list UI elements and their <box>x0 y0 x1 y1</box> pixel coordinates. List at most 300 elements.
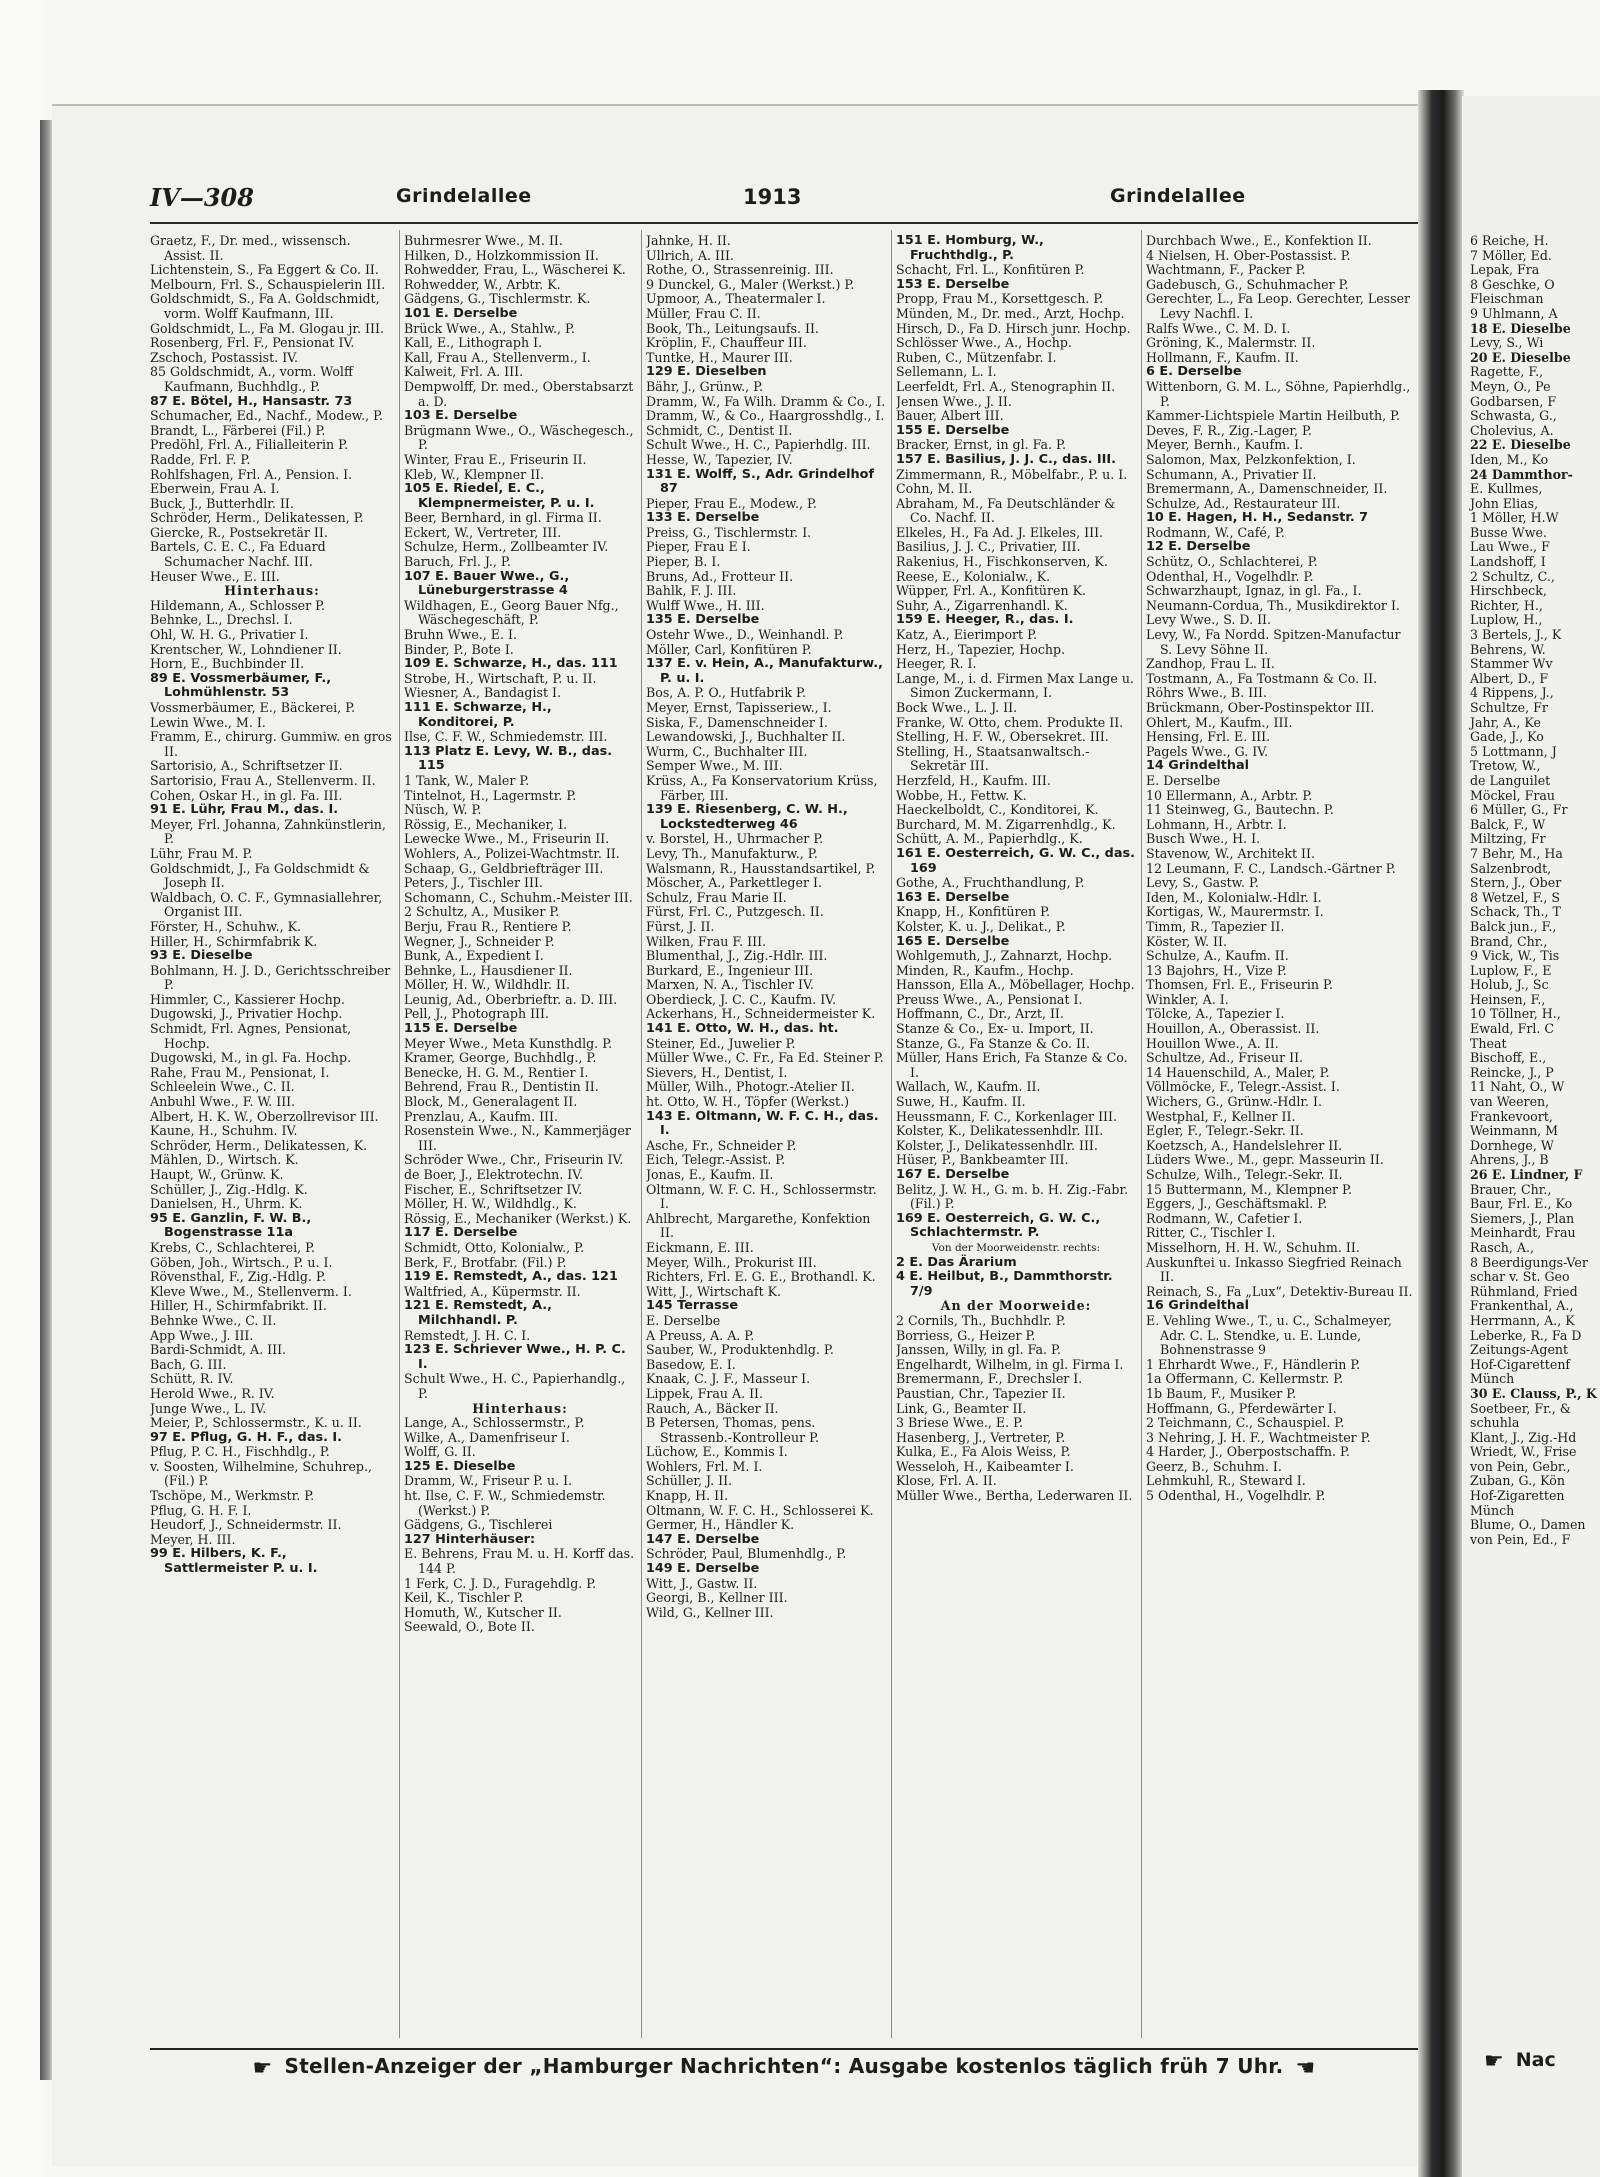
directory-entry: Schmidt, C., Dentist II. <box>646 422 793 438</box>
directory-entry: 121 E. Remstedt, A., Milchhandl. P. <box>404 1298 552 1328</box>
directory-entry-fragment: Münch <box>1470 1502 1515 1518</box>
directory-entry: Keil, K., Tischler P. <box>404 1590 524 1606</box>
directory-entry: Giercke, R., Postsekretär II. <box>150 524 328 540</box>
directory-entry: 1 Ferk, C. J. D., Furagehdlg. P. <box>404 1575 597 1591</box>
directory-entry: Rohwedder, W., Arbtr. K. <box>404 276 561 292</box>
directory-entry: E. Derselbe <box>1146 772 1221 788</box>
directory-entry: 161 E. Oesterreich, G. W. C., das. 169 <box>896 845 1135 876</box>
directory-entry: Ohl, W. H. G., Privatier I. <box>150 627 309 643</box>
directory-entry: 101 E. Derselbe <box>404 305 518 321</box>
directory-entry: Schacht, Frl. L., Konfitüren P. <box>896 262 1085 278</box>
directory-entry-fragment: Reincke, J., P <box>1470 1064 1554 1080</box>
directory-entry-fragment: Holub, J., Sc <box>1470 977 1549 993</box>
directory-entry: Rodmann, W., Cafetier I. <box>1146 1210 1303 1226</box>
directory-entry: Gadebusch, G., Schuhmacher P. <box>1146 276 1349 292</box>
directory-entry-fragment: Luplow, H., <box>1470 612 1543 628</box>
directory-entry: 14 Grindelthal <box>1146 758 1250 774</box>
directory-entry: Hirsch, D., Fa D. Hirsch junr. Hochp. <box>896 320 1131 336</box>
directory-entry-fragment: Rasch, A., <box>1470 1239 1535 1255</box>
directory-entry: Rövensthal, F., Zig.-Hdlg. P. <box>150 1269 326 1285</box>
directory-column-3 <box>646 234 886 2039</box>
directory-entry: Minden, R., Kaufm., Hochp. <box>896 962 1074 978</box>
adjacent-page-fragment <box>1462 96 1600 2177</box>
directory-entry: Asche, Fr., Schneider P. <box>646 1137 797 1153</box>
directory-entry: Beer, Bernhard, in gl. Firma II. <box>404 510 602 526</box>
directory-entry: Cohen, Oskar H., in gl. Fa. III. <box>150 787 343 803</box>
directory-entry: Suhr, A., Zigarrenhandl. K. <box>896 597 1068 613</box>
column-divider <box>1141 230 1142 2038</box>
directory-entry: Sauber, W., Produktenhdlg. P. <box>646 1342 834 1358</box>
directory-entry: Gothe, A., Fruchthandlung, P. <box>896 875 1085 891</box>
directory-entry-fragment: Balck jun., F., <box>1470 918 1557 934</box>
directory-entry-fragment: Heinsen, F., <box>1470 991 1546 1007</box>
directory-entry: Wolff, G. II. <box>404 1444 476 1460</box>
directory-entry: Hinterhaus: <box>224 583 320 599</box>
directory-entry: Stavenow, W., Architekt II. <box>1146 845 1315 861</box>
directory-entry: Levy, Th., Manufakturw., P. <box>646 845 818 861</box>
directory-column-5 <box>1146 234 1416 2039</box>
directory-entry: Odenthal, H., Vogelhdlr. P. <box>1146 568 1314 584</box>
directory-entry: Ullrich, A. III. <box>646 247 734 263</box>
directory-entry: Strobe, H., Wirtschaft, P. u. II. <box>404 670 597 686</box>
directory-entry: Sartorisio, Frau A., Stellenverm. II. <box>150 772 376 788</box>
directory-entry-fragment: 18 E. Dieselbe <box>1470 320 1571 336</box>
directory-entry: Meyer Wwe., Meta Kunsthdlg. P. <box>404 1035 613 1051</box>
directory-entry-fragment: Bischoff, E., <box>1470 1050 1547 1066</box>
directory-entry: Siska, F., Damenschneider I. <box>646 714 828 730</box>
directory-entry-fragment: Herrmann, A., K <box>1470 1312 1575 1328</box>
directory-entry: Wesseloh, H., Kaibeamter I. <box>896 1458 1074 1474</box>
directory-entry: Hoffmann, G., Pferdewärter I. <box>1146 1400 1337 1416</box>
directory-entry: Zschoch, Postassist. IV. <box>150 349 299 365</box>
directory-entry: Melbourn, Frl. S., Schauspielerin III. <box>150 276 386 292</box>
directory-entry: Wüpper, Frl. A., Konfitüren K. <box>896 583 1086 599</box>
directory-entry: Paustian, Chr., Tapezier II. <box>896 1385 1066 1401</box>
directory-entry-fragment: Hirschbeck, <box>1470 583 1547 599</box>
directory-entry-fragment: Ahrens, J., B <box>1470 1152 1549 1168</box>
directory-entry-fragment: Balck, F., W <box>1470 816 1546 832</box>
directory-entry: Rohwedder, Frau, L., Wäscherei K. <box>404 262 626 278</box>
directory-entry-fragment: 6 Müller, G., Fr <box>1470 802 1568 818</box>
directory-entry: Jahnke, H. II. <box>646 234 731 248</box>
directory-entry: Müller, Hans Erich, Fa Stanze & Co. I. <box>896 1050 1128 1080</box>
directory-entry: Herz, H., Tapezier, Hochp. <box>896 641 1066 657</box>
directory-entry: Anbuhl Wwe., F. W. III. <box>150 1094 296 1110</box>
directory-entry: Lichtenstein, S., Fa Eggert & Co. II. <box>150 262 379 278</box>
directory-entry-fragment: Albert, D., F <box>1470 670 1549 686</box>
directory-entry-fragment: Frankenthal, A., <box>1470 1298 1574 1314</box>
directory-entry: Schulze, Herm., Zollbeamter IV. <box>404 539 609 555</box>
directory-entry: Schütt, R. IV. <box>150 1371 234 1387</box>
directory-entry-fragment: Brand, Chr., <box>1470 933 1548 949</box>
directory-entry-fragment: Luplow, F., E <box>1470 962 1552 978</box>
directory-entry: Ostehr Wwe., D., Weinhandl. P. <box>646 627 844 643</box>
directory-entry: Walsmann, R., Hausstandsartikel, P. <box>646 860 876 876</box>
directory-entry: Meier, P., Schlossermstr., K. u. II. <box>150 1415 362 1431</box>
directory-entry: Burkard, E., Ingenieur III. <box>646 962 814 978</box>
directory-entry: Knaak, C. J. F., Masseur I. <box>646 1371 811 1387</box>
directory-entry: Kaune, H., Schuhm. IV. <box>150 1123 298 1139</box>
directory-entry: E. Behrens, Frau M. u. H. Korff das. 144 P. <box>404 1546 635 1577</box>
directory-entry: Levy, W., Fa Nordd. Spitzen-Manufactur S. Levy Söhne II. <box>1146 627 1401 657</box>
directory-entry: 119 E. Remstedt, A., das. 121 <box>404 1269 618 1285</box>
directory-entry: ht. Otto, W. H., Töpfer (Werkst.) <box>646 1094 850 1110</box>
directory-entry: Geerz, B., Schuhm. I. <box>1146 1458 1282 1474</box>
directory-entry: Horn, E., Buchbinder II. <box>150 656 305 672</box>
directory-entry: Danielsen, H., Uhrm. K. <box>150 1196 303 1212</box>
directory-entry: Gerechter, L., Fa Leop. Gerechter, Lesser Levy Nachfl. I. <box>1146 291 1411 321</box>
directory-entry: Dugowski, J., Privatier Hochp. <box>150 1006 343 1022</box>
column-divider <box>641 230 642 2038</box>
directory-entry: 95 E. Ganzlin, F. W. B., Bogenstrasse 11a <box>150 1210 312 1241</box>
directory-entry: Herold Wwe., R. IV. <box>150 1385 275 1401</box>
directory-entry: 99 E. Hilbers, K. F., Sattlermeister P. u. I. <box>150 1546 318 1577</box>
directory-entry: Berk, F., Brotfabr. (Fil.) P. <box>404 1254 567 1270</box>
directory-entry: 9 Dunckel, G., Maler (Werkst.) P. <box>646 276 855 292</box>
directory-entry: Berju, Frau R., Rentiere P. <box>404 918 572 934</box>
directory-entry: Knapp, H., Konfitüren P. <box>896 904 1050 920</box>
directory-entry: Semper Wwe., M. III. <box>646 758 783 774</box>
directory-entry: Fischer, E., Schriftsetzer IV. <box>404 1181 583 1197</box>
directory-entry: Meyer, Bernh., Kaufm. I. <box>1146 437 1304 453</box>
book-gutter <box>1418 90 1464 2177</box>
directory-entry: Schumacher, Ed., Nachf., Modew., P. <box>150 408 383 424</box>
directory-entry: Basedow, E. I. <box>646 1356 736 1372</box>
directory-entry: Bock Wwe., L. J. II. <box>896 700 1018 715</box>
directory-entry: Schulze, Wilh., Telegr.-Sekr. II. <box>1146 1167 1343 1182</box>
directory-entry-fragment: Theat <box>1470 1035 1507 1051</box>
directory-entry: Wilken, Frau F. III. <box>646 933 767 949</box>
directory-entry-fragment: Stern, J., Ober <box>1470 875 1562 891</box>
directory-entry: Witt, J., Gastw. II. <box>646 1575 758 1591</box>
directory-entry-fragment: de Languilet <box>1470 772 1551 788</box>
directory-entry: 93 E. Dieselbe <box>150 948 253 964</box>
directory-entry: Houillon, A., Oberassist. II. <box>1146 1021 1320 1037</box>
directory-entry: Winkler, A. I. <box>1146 991 1229 1007</box>
directory-entry: Wulff Wwe., H. III. <box>646 597 765 613</box>
directory-entry: Lüders Wwe., M., gepr. Masseurin II. <box>1146 1152 1384 1168</box>
directory-entry-fragment: Münch <box>1470 1371 1515 1387</box>
directory-entry: Lohmann, H., Arbtr. I. <box>1146 816 1287 832</box>
directory-entry: Dugowski, M., in gl. Fa. Hochp. <box>150 1050 352 1066</box>
directory-entry-fragment: 24 Dammthor- <box>1470 466 1573 482</box>
directory-entry: Binder, P., Bote I. <box>404 641 514 657</box>
directory-entry: Kröplin, F., Chauffeur III. <box>646 335 807 351</box>
directory-entry: Winter, Frau E., Friseurin II. <box>404 451 587 467</box>
directory-entry-fragment: Schultze, Fr <box>1470 700 1548 715</box>
directory-entry: Bremermann, F., Drechsler I. <box>896 1371 1083 1387</box>
directory-entry: Schulze, Ad., Restaurateur III. <box>1146 495 1341 511</box>
directory-entry-fragment: 8 Geschke, O <box>1470 276 1555 292</box>
pointing-hand-icon: ☛ <box>252 2056 273 2081</box>
directory-entry-fragment: Richter, H., <box>1470 597 1543 613</box>
directory-entry: Förster, H., Schuhw., K. <box>150 918 301 934</box>
directory-entry: An der Moorweide: <box>940 1298 1092 1314</box>
directory-entry: Haupt, W., Grünw. K. <box>150 1167 284 1182</box>
directory-entry: Hiller, H., Schirmfabrik K. <box>150 933 318 949</box>
directory-entry: 10 Ellermann, A., Arbtr. P. <box>1146 787 1313 803</box>
directory-entry: Hüser, P., Bankbeamter III. <box>896 1152 1069 1168</box>
directory-entry: Jensen Wwe., J. II. <box>896 393 1012 409</box>
directory-entry: Ruben, C., Mützenfabr. I. <box>896 349 1057 365</box>
directory-entry: Kortigas, W., Maurermstr. I. <box>1146 904 1324 920</box>
directory-entry: 141 E. Otto, W. H., das. ht. <box>646 1021 839 1037</box>
directory-entry: v. Borstel, H., Uhrmacher P. <box>646 831 824 847</box>
directory-entry-fragment: Miltzing, Fr <box>1470 831 1546 847</box>
directory-entry: Rodmann, W., Café, P. <box>1146 524 1285 540</box>
directory-entry: Heeger, R. I. <box>896 656 977 672</box>
directory-entry: ht. Ilse, C. F. W., Schmiedemstr. (Werkst.) P. <box>404 1488 606 1518</box>
directory-entry: 113 Platz E. Levy, W. B., das. 115 <box>404 743 613 774</box>
adjacent-footer-text: Nac <box>1515 2049 1556 2071</box>
directory-entry-fragment: E. Kullmes, <box>1470 481 1543 497</box>
directory-entry: Schüller, J. II. <box>646 1473 733 1489</box>
directory-entry: Müller, Wilh., Photogr.-Atelier II. <box>646 1079 855 1095</box>
directory-entry: Schult Wwe., H. C., Papierhdlg. III. <box>646 437 871 453</box>
directory-entry: Baruch, Frl. J., P. <box>404 554 511 570</box>
directory-entry: Germer, H., Händler K. <box>646 1517 795 1533</box>
directory-entry: 3 Nehring, J. H. F., Wachtmeister P. <box>1146 1429 1371 1445</box>
street-heading-left: Grindelallee <box>396 185 532 207</box>
directory-entry: Lüchow, E., Kommis I. <box>646 1444 788 1460</box>
directory-entry: Göben, Joh., Wirtsch., P. u. I. <box>150 1254 333 1270</box>
directory-entry: Dramm, W., Friseur P. u. I. <box>404 1473 573 1489</box>
directory-entry: 137 E. v. Hein, A., Manufakturw., P. u. I. <box>646 656 883 686</box>
directory-column-2 <box>404 234 636 2039</box>
directory-entry: Upmoor, A., Theatermaler I. <box>646 291 826 307</box>
directory-entry: 109 E. Schwarze, H., das. 111 <box>404 656 618 672</box>
directory-entry: 135 E. Derselbe <box>646 612 760 628</box>
directory-entry: Oltmann, W. F. C. H., Schlossermstr. I. <box>646 1181 877 1212</box>
directory-entry: Dempwolff, Dr. med., Oberstabsarzt a. D. <box>404 378 634 409</box>
directory-entry: Stanze, G., Fa Stanze & Co. II. <box>896 1035 1090 1051</box>
directory-entry: 165 E. Derselbe <box>896 933 1010 949</box>
directory-entry: Pieper, B. I. <box>646 554 721 570</box>
directory-entry: 12 E. Derselbe <box>1146 539 1251 555</box>
page-number: IV—308 <box>150 183 254 212</box>
directory-entry: 1 Tank, W., Maler P. <box>404 772 530 788</box>
directory-entry: Hasenberg, J., Vertreter, P. <box>896 1429 1066 1445</box>
directory-entry-fragment: Behrens, W. <box>1470 641 1546 657</box>
directory-entry: Rakenius, H., Fischkonserven, K. <box>896 554 1108 570</box>
directory-entry: Schulz, Frau Marie II. <box>646 889 787 905</box>
directory-entry: Schwarzhaupt, Ignaz, in gl. Fa., I. <box>1146 583 1362 599</box>
directory-entry: Tostmann, A., Fa Tostmann & Co. II. <box>1146 670 1378 686</box>
directory-entry: Wohlers, A., Polizei-Wachtmstr. II. <box>404 845 620 861</box>
directory-entry-fragment: Busse Wwe. <box>1470 524 1547 540</box>
directory-entry: Kleve Wwe., M., Stellenverm. I. <box>150 1283 352 1299</box>
directory-entry-fragment: Leberke, R., Fa D <box>1470 1327 1582 1343</box>
directory-entry: Bunk, A., Expedient I. <box>404 948 544 964</box>
directory-entry: Reinach, S., Fa „Lux“, Detektiv-Bureau II. <box>1146 1283 1413 1299</box>
directory-entry: Hilken, D., Holzkommission II. <box>404 247 599 263</box>
directory-entry: Lühr, Frau M. P. <box>150 845 253 861</box>
directory-entry: Engelhardt, Wilhelm, in gl. Firma I. <box>896 1356 1124 1372</box>
directory-entry: Behnke, L., Hausdiener II. <box>404 962 573 978</box>
directory-entry: 1 Ehrhardt Wwe., F., Händlerin P. <box>1146 1356 1361 1372</box>
column-divider <box>891 230 892 2038</box>
directory-entry: Houillon Wwe., A. II. <box>1146 1035 1279 1051</box>
directory-entry-fragment: Brauer, Chr., <box>1470 1181 1552 1197</box>
directory-entry: 127 Hinterhäuser: <box>404 1531 536 1547</box>
directory-entry: 4 Nielsen, H. Ober-Postassist. P. <box>1146 247 1351 263</box>
directory-entry: Meyer, Wilh., Prokurist III. <box>646 1254 817 1270</box>
directory-entry: Nüsch, W. P. <box>404 802 482 818</box>
directory-entry: 133 E. Derselbe <box>646 510 760 526</box>
directory-entry: Wohlgemuth, J., Zahnarzt, Hochp. <box>896 948 1113 964</box>
directory-entry: Durchbach Wwe., E., Konfektion II. <box>1146 234 1372 248</box>
directory-entry: Wachtmann, F., Packer P. <box>1146 262 1306 278</box>
directory-entry: Müller Wwe., C. Fr., Fa Ed. Steiner P. <box>646 1050 884 1066</box>
directory-entry: Eberwein, Frau A. I. <box>150 481 280 497</box>
directory-entry: 12 Leumann, F. C., Landsch.-Gärtner P. <box>1146 860 1396 876</box>
directory-entry: Preiss, G., Tischlermstr. I. <box>646 524 812 540</box>
directory-entry: Egler, F., Telegr.-Sekr. II. <box>1146 1123 1304 1139</box>
pointing-hand-icon: ☛ <box>1484 2049 1504 2074</box>
directory-entry: Meyer, Frl. Johanna, Zahnkünstlerin, P. <box>150 816 386 847</box>
directory-entry: Tölcke, A., Tapezier I. <box>1146 1006 1285 1022</box>
scan-margin <box>0 0 44 2177</box>
directory-entry: Möller, H. W., Wildhdlr. II. <box>404 977 571 993</box>
directory-entry-fragment: 10 Töllner, H., <box>1470 1006 1561 1022</box>
directory-entry: Koetzsch, A., Handelslehrer II. <box>1146 1137 1343 1153</box>
directory-entry: Katz, A., Eierimport P. <box>896 627 1038 643</box>
directory-entry: Schröder Wwe., Chr., Friseurin IV. <box>404 1152 624 1168</box>
directory-entry: Peters, J., Tischler III. <box>404 875 543 891</box>
directory-entry: Waltfried, A., Küpermstr. II. <box>404 1283 581 1299</box>
directory-entry: Behrend, Frau R., Dentistin II. <box>404 1079 599 1095</box>
directory-entry: Fürst, Frl. C., Putzgesch. II. <box>646 904 824 920</box>
directory-entry: Richters, Frl. E. G. E., Brothandl. K. <box>646 1269 876 1285</box>
directory-entry: Bruns, Ad., Frotteur II. <box>646 568 794 584</box>
directory-entry-fragment: 8 Beerdigungs-Ver <box>1470 1254 1588 1270</box>
directory-entry: Busch Wwe., H. I. <box>1146 831 1261 847</box>
directory-entry: Graetz, F., Dr. med., wissensch. Assist. II. <box>150 234 351 263</box>
directory-entry: Müller Wwe., Bertha, Lederwaren II. <box>896 1488 1133 1504</box>
directory-entry-fragment: 8 Wetzel, F., S <box>1470 889 1560 905</box>
directory-entry-fragment: Hof-Cigarettenf <box>1470 1356 1571 1372</box>
directory-entry: Schröder, Herm., Delikatessen, K. <box>150 1137 368 1153</box>
directory-entry: Salomon, Max, Pelzkonfektion, I. <box>1146 451 1356 467</box>
directory-entry: 105 E. Riedel, E. C., Klempnermeister, P. u. I. <box>404 481 595 511</box>
directory-entry-fragment: Lepak, Fra <box>1470 262 1540 278</box>
directory-entry-fragment: 26 E. Lindner, F <box>1470 1167 1583 1182</box>
directory-entry: Bach, G. III. <box>150 1356 227 1372</box>
directory-entry: Rauch, A., Bäcker II. <box>646 1400 779 1416</box>
directory-entry: 129 E. Dieselben <box>646 364 767 380</box>
directory-entry-fragment: Fleischman <box>1470 291 1544 307</box>
directory-entry: Möscher, A., Parkettleger I. <box>646 875 822 891</box>
directory-entry: Krentscher, W., Lohndiener II. <box>150 641 342 657</box>
directory-entry: Framm, E., chirurg. Gummiw. en gros II. <box>150 729 392 759</box>
directory-entry: Behnke, L., Drechsl. I. <box>150 612 293 628</box>
directory-entry-fragment: Weinmann, M <box>1470 1123 1559 1139</box>
directory-entry: 157 E. Basilius, J. J. C., das. III. <box>896 451 1117 467</box>
directory-entry: 91 E. Lühr, Frau M., das. I. <box>150 802 339 818</box>
directory-entry: Wittenborn, G. M. L., Söhne, Papierhdlg., P. <box>1146 378 1411 409</box>
directory-entry-fragment: 2 Schultz, C., <box>1470 568 1555 584</box>
directory-entry-fragment: Soetbeer, Fr., & <box>1470 1400 1571 1416</box>
directory-entry: Cohn, M. II. <box>896 481 973 497</box>
directory-entry: Sellemann, L. I. <box>896 364 997 380</box>
directory-entry: Bremermann, A., Damenschneider, II. <box>1146 481 1388 497</box>
directory-entry-fragment: Meinhardt, Frau <box>1470 1225 1576 1241</box>
directory-entry: Bos, A. P. O., Hutfabrik P. <box>646 685 806 701</box>
directory-entry: 10 E. Hagen, H. H., Sedanstr. 7 <box>1146 510 1369 526</box>
directory-entry: Oltmann, W. F. C. H., Schlosserei K. <box>646 1502 874 1518</box>
directory-entry: 5 Odenthal, H., Vogelhdlr. P. <box>1146 1488 1326 1504</box>
directory-entry-fragment: John Elias, <box>1470 495 1539 511</box>
directory-entry-fragment: 9 Vick, W., Tis <box>1470 948 1560 964</box>
directory-entry: Prenzlau, A., Kaufm. III. <box>404 1108 559 1124</box>
directory-entry: Wohlers, Frl. M. I. <box>646 1458 763 1474</box>
directory-entry: Eickmann, E. III. <box>646 1239 754 1255</box>
directory-entry: Hollmann, F., Kaufm. II. <box>1146 349 1299 365</box>
directory-entry: Blumenthal, J., Zig.-Hdlr. III. <box>646 948 828 964</box>
directory-entry: 87 E. Bötel, H., Hansastr. 73 <box>150 393 353 409</box>
directory-entry-fragment: Levy, S., Wi <box>1470 335 1544 351</box>
directory-entry: Levy, S., Gastw. P. <box>1146 875 1259 891</box>
directory-entry: Brügmann Wwe., O., Wäschegesch., P. <box>404 422 634 453</box>
directory-entry: Heudorf, J., Schneidermstr. II. <box>150 1517 342 1533</box>
directory-entry: 16 Grindelthal <box>1146 1298 1250 1314</box>
directory-entry: Schütt, A. M., Papierhdlg., K. <box>896 831 1083 847</box>
directory-entry: Pagels Wwe., G. IV. <box>1146 743 1269 759</box>
directory-entry: Lewin Wwe., M. I. <box>150 714 266 730</box>
directory-entry: Goldschmidt, S., Fa A. Goldschmidt, vorm. Wolff Kaufmann, III. <box>150 291 380 321</box>
directory-entry: Gröning, K., Malermstr. II. <box>1146 335 1316 351</box>
directory-entry: Eckert, W., Vertreter, III. <box>404 524 562 540</box>
directory-entry: Röhrs Wwe., B. III. <box>1146 685 1268 701</box>
directory-entry: Kolster, J., Delikatessenhdlr. III. <box>896 1137 1098 1153</box>
directory-entry-fragment: Gade, J., Ko <box>1470 729 1544 745</box>
directory-entry: Seewald, O., Bote II. <box>404 1619 535 1635</box>
directory-entry: Marxen, N. A., Tischler IV. <box>646 977 814 993</box>
directory-entry: Pflug, G. H. F. I. <box>150 1502 252 1518</box>
directory-entry: Mählen, D., Wirtsch. K. <box>150 1152 299 1168</box>
directory-entry: Bahlk, F. J. III. <box>646 583 737 599</box>
directory-entry-fragment: Klant, J., Zig.-Hd <box>1470 1429 1577 1445</box>
directory-entry: Ralfs Wwe., C. M. D. I. <box>1146 320 1291 336</box>
directory-entry: Leunig, Ad., Oberbrieftr. a. D. III. <box>404 991 618 1007</box>
directory-entry: Rosenstein Wwe., N., Kammerjäger III. <box>404 1123 631 1153</box>
street-heading-right: Grindelallee <box>1110 185 1246 207</box>
directory-entry-fragment: Godbarsen, F <box>1470 393 1557 409</box>
adjacent-page-footer <box>1472 2049 1556 2074</box>
directory-entry: B Petersen, Thomas, pens. Strassenb.-Kontrolleur P. <box>646 1415 820 1445</box>
directory-entry-fragment: 7 Behr, M., Ha <box>1470 845 1563 861</box>
directory-entry: Eich, Telegr.-Assist. P. <box>646 1152 786 1168</box>
directory-entry: 4 E. Heilbut, B., Dammthorstr. 7/9 <box>896 1269 1113 1299</box>
directory-entry: Kalweit, Frl. A. III. <box>404 364 524 380</box>
page-footer <box>150 2048 1418 2084</box>
directory-entry: Schleelein Wwe., C. II. <box>150 1079 295 1095</box>
directory-entry: E. Vehling Wwe., T., u. C., Schalmeyer, Adr. C. L. Stendke, u. E. Lunde, Bohnenstrasse 9 <box>1146 1312 1392 1358</box>
directory-entry: Burchard, M. M. Zigarrenhdlg., K. <box>896 816 1116 832</box>
directory-entry-fragment: von Pein, Ed., F <box>1470 1531 1571 1547</box>
directory-entry: Pflug, P. C. H., Fischhdlg., P. <box>150 1444 330 1460</box>
directory-entry: Bähr, J., Grünw., P. <box>646 378 764 394</box>
directory-entry: Bohlmann, H. J. D., Gerichtsschreiber P. <box>150 962 391 993</box>
directory-entry: Köster, W. II. <box>1146 933 1227 949</box>
directory-entry: 2 Schultz, A., Musiker P. <box>404 904 560 920</box>
directory-entry: Buck, J., Butterhdlr. II. <box>150 495 294 511</box>
directory-entry: Ackerhans, H., Schneidermeister K. <box>646 1006 876 1022</box>
directory-entry: 131 E. Wolff, S., Adr. Grindelhof 87 <box>646 466 875 497</box>
directory-entry: Levy Wwe., S. D. II. <box>1146 612 1272 628</box>
page-header <box>150 183 1418 213</box>
directory-entry: Oberdieck, J. C. C., Kaufm. IV. <box>646 991 837 1007</box>
